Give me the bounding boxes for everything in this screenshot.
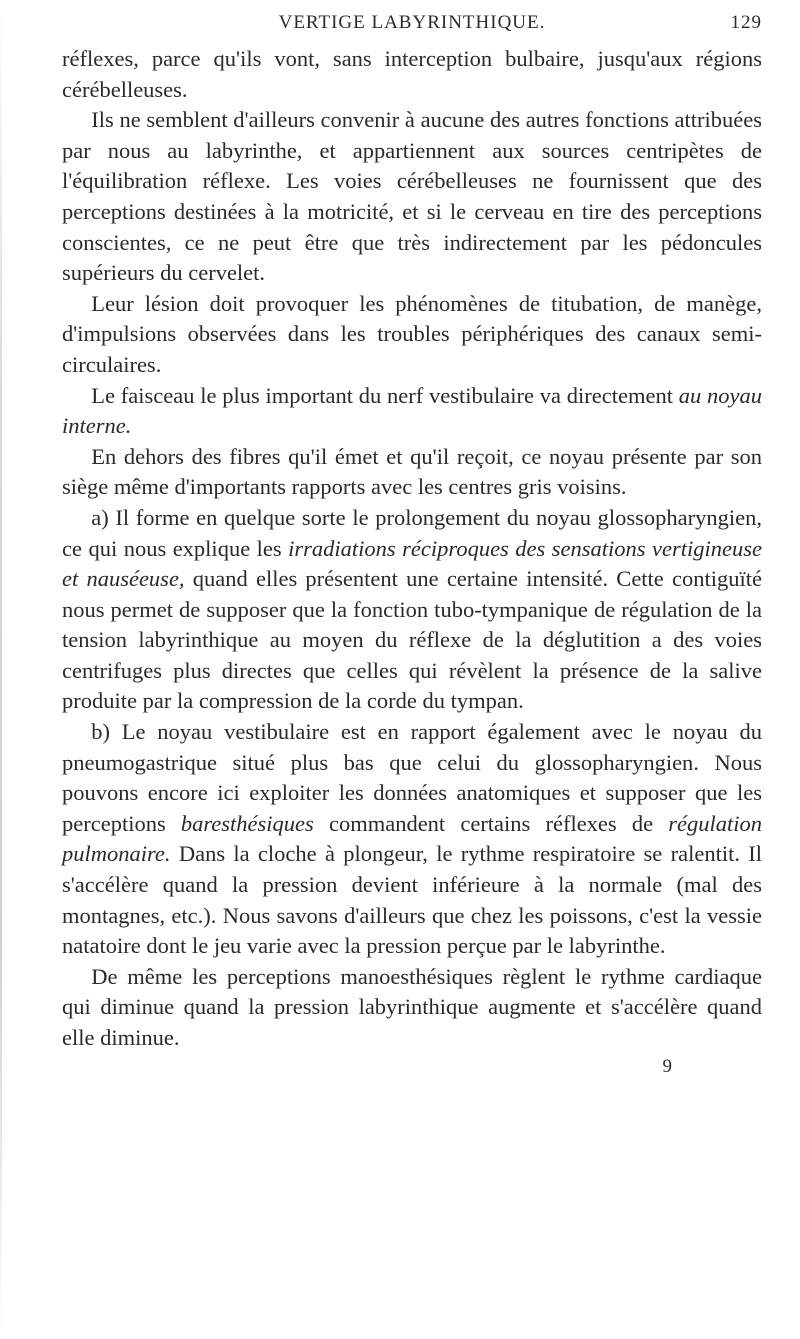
page-number: 129 (730, 12, 762, 33)
paragraph-7 (62, 717, 762, 962)
signature-mark: 9 (662, 1055, 672, 1077)
paragraph-2: Ils ne semblent d'ailleurs convenir à aucune des autres fonctions attribuées par nous au labyrinthe, et appartiennent aux sources centripètes de l'équilibration réflexe. Les voies cérébelleuses ne fournissent que des perceptions destinées à la motricité, et si le cerveau en tire des perceptions conscientes, ce ne peut être que très indirectement par les pédoncules supérieurs du cervelet. (62, 107, 762, 286)
paragraph-3: Leur lésion doit provoquer les phénomènes de titubation, de manège, d'impulsions observées dans les troubles périphériques des canaux semi-circulaires. (62, 290, 762, 377)
paragraph-8: De même les perceptions manoesthésiques règlent le rythme cardiaque qui diminue quand la pression labyrinthique augmente et s'accélère quand elle diminue. (62, 963, 762, 1050)
paragraph-7-text-a: b) Le noyau vestibulaire est en rapport également avec le noyau du pneumogastrique situé plus bas que celui du glossopharyngien. Nous pouvons encore ici exploiter les données anatomiques et supposer que les perceptions (62, 719, 762, 836)
paragraph-4 (62, 381, 762, 442)
paragraph-6-text-b: quand elles présentent une certaine intensité. Cette contiguïté nous permet de supposer que la fonction tubo-tympanique de régulation de la tension labyrinthique au moyen du réflexe de la déglutition a des voies centrifuges plus directes que celles qui révèlent la présence de la salive produite par la compression de la corde du tympan. (62, 566, 762, 714)
paragraph-7-text-c: Dans la cloche à plongeur, le rythme respiratoire se ralentit. Il s'accélère quand la pression devient inférieure à la normale (mal des montagnes, etc.). Nous savons d'ailleurs que chez les poissons, c'est la vessie natatoire dont le jeu varie avec la pression perçue par le labyrinthe. (62, 841, 762, 959)
paragraph-7-text-b: commandent certains réflexes de (313, 810, 669, 836)
paragraph-6-emphasis: irradiations réciproques des sensations vertigineuse et nauséeuse, (62, 535, 762, 592)
paragraph-7-emphasis-2: régulation pulmonaire. (62, 810, 762, 867)
page-edge-shadow (0, 0, 2, 1339)
paragraph-6-text-a: a) Il forme en quelque sorte le prolongement du noyau glossopharyngien, ce qui nous explique les (62, 504, 762, 561)
paragraph-7-emphasis-1: baresthésiques (180, 810, 314, 836)
book-page (62, 0, 762, 1078)
paragraph-5: En dehors des fibres qu'il émet et qu'il reçoit, ce noyau présente par son siège même d'importants rapports avec les centres gris voisins. (62, 443, 762, 500)
body-text (62, 44, 762, 1054)
running-head (62, 0, 762, 44)
paragraph-6 (62, 503, 762, 717)
paragraph-1: réflexes, parce qu'ils vont, sans interception bulbaire, jusqu'aux régions cérébelleuses. (62, 46, 762, 102)
paragraph-4-emphasis: au noyau interne. (62, 382, 762, 439)
running-title: VERTIGE LABYRINTHIQUE. (278, 12, 546, 33)
paragraph-4-text: Le faisceau le plus important du nerf vestibulaire va directement (91, 382, 679, 408)
